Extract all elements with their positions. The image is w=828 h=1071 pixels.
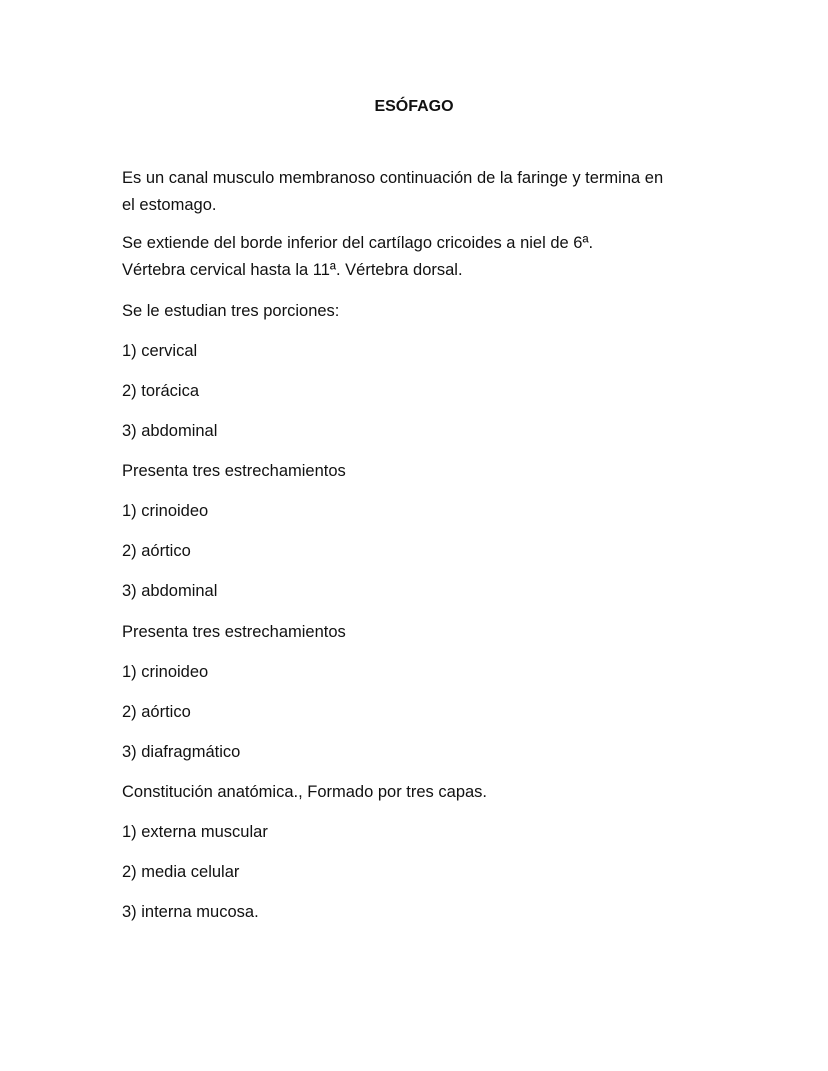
- extent-paragraph-line: Vértebra cervical hasta la 11ª. Vértebra dorsal.: [122, 261, 463, 279]
- list-item: 1) crinoideo: [122, 663, 209, 681]
- narrowings-heading: Presenta tres estrechamientos: [122, 623, 346, 641]
- list-item: 1) cervical: [122, 342, 198, 360]
- document-title: ESÓFAGO: [374, 98, 454, 115]
- list-item: 1) crinoideo: [122, 502, 209, 520]
- list-item: 2) torácica: [122, 382, 200, 400]
- list-item: 3) interna mucosa.: [122, 903, 259, 921]
- intro-paragraph-line: Es un canal musculo membranoso continuación de la faringe y termina en: [122, 169, 664, 187]
- extent-paragraph: [122, 230, 722, 284]
- list-item: 3) abdominal: [122, 422, 218, 440]
- list-item: 3) abdominal: [122, 582, 218, 600]
- intro-paragraph: [122, 165, 722, 219]
- portions-heading: Se le estudian tres porciones:: [122, 302, 340, 320]
- list-item: 3) diafragmático: [122, 743, 241, 761]
- constitution-heading: Constitución anatómica., Formado por tres capas.: [122, 783, 488, 801]
- list-item: 2) aórtico: [122, 542, 191, 560]
- list-item: 2) media celular: [122, 863, 240, 881]
- intro-paragraph-line: el estomago.: [122, 196, 217, 214]
- extent-paragraph-line: Se extiende del borde inferior del cartílago cricoides a niel de 6ª.: [122, 234, 594, 252]
- list-item: 2) aórtico: [122, 703, 191, 721]
- list-item: 1) externa muscular: [122, 823, 268, 841]
- narrowings-heading: Presenta tres estrechamientos: [122, 462, 346, 480]
